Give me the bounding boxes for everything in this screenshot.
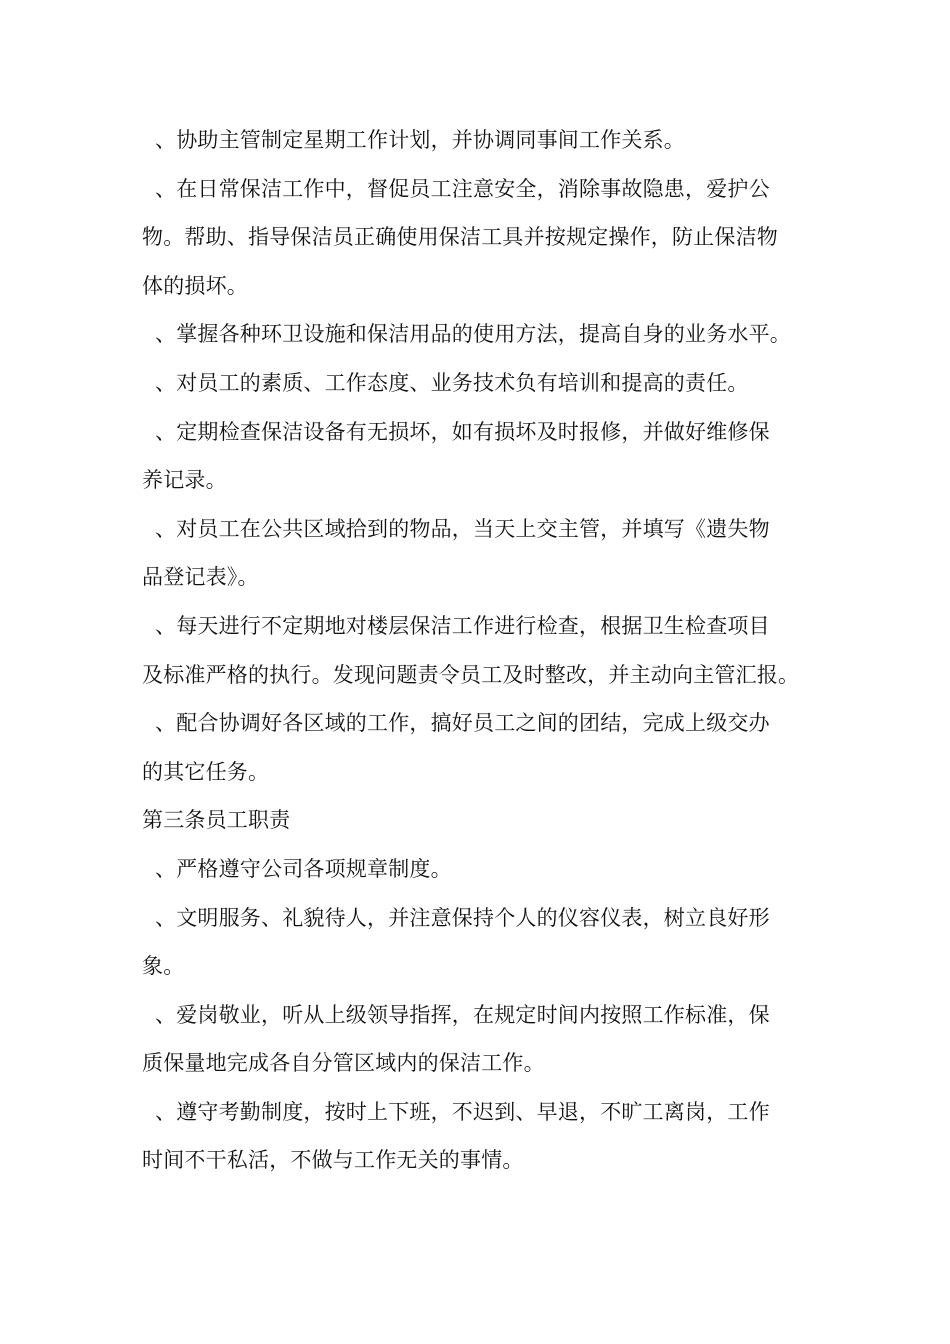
paragraph-continuation: 品登记表》。 — [142, 565, 259, 590]
document-body — [142, 116, 842, 1185]
list-item: 、严格遵守公司各项规章制度。 — [155, 856, 452, 881]
list-item: 、遵守考勤制度，按时上下班，不迟到、早退，不旷工离岗，工作 — [155, 1099, 770, 1124]
list-item: 、每天进行不定期地对楼层保洁工作进行检查，根据卫生检查项目 — [155, 613, 770, 638]
paragraph-continuation: 及标准严格的执行。发现问题责令员工及时整改，并主动向主管汇报。 — [142, 662, 800, 687]
list-item: 、爱岗敬业，听从上级领导指挥，在规定时间内按照工作标准，保 — [155, 1002, 770, 1027]
section-heading: 第三条员工职责 — [142, 808, 291, 833]
list-item: 、掌握各种环卫设施和保洁用品的使用方法，提高自身的业务水平。 — [155, 322, 791, 347]
paragraph-continuation: 物。帮助、指导保洁员正确使用保洁工具并按规定操作，防止保洁物 — [142, 225, 778, 250]
list-item: 、定期检查保洁设备有无损坏，如有损坏及时报修，并做好维修保 — [155, 419, 770, 444]
paragraph-continuation: 象。 — [142, 954, 185, 979]
list-item: 、协助主管制定星期工作计划，并协调同事间工作关系。 — [155, 128, 685, 152]
paragraph-continuation: 体的损坏。 — [142, 273, 248, 298]
list-item: 、配合协调好各区域的工作，搞好员工之间的团结，完成上级交办 — [155, 711, 770, 736]
list-item: 、在日常保洁工作中，督促员工注意安全，消除事故隐患，爱护公 — [155, 176, 770, 201]
paragraph-continuation: 养记录。 — [142, 468, 227, 493]
paragraph-continuation: 时间不干私活，不做与工作无关的事情。 — [142, 1148, 524, 1173]
paragraph-continuation: 质保量地完成各自分管区域内的保洁工作。 — [142, 1051, 545, 1076]
paragraph-continuation: 的其它任务。 — [142, 759, 270, 784]
list-item: 、对员工在公共区域拾到的物品，当天上交主管，并填写《遗失物 — [155, 516, 770, 541]
list-item: 、文明服务、礼貌待人，并注意保持个人的仪容仪表，树立良好形 — [155, 905, 770, 930]
list-item: 、对员工的素质、工作态度、业务技术负有培训和提高的责任。 — [155, 370, 749, 395]
